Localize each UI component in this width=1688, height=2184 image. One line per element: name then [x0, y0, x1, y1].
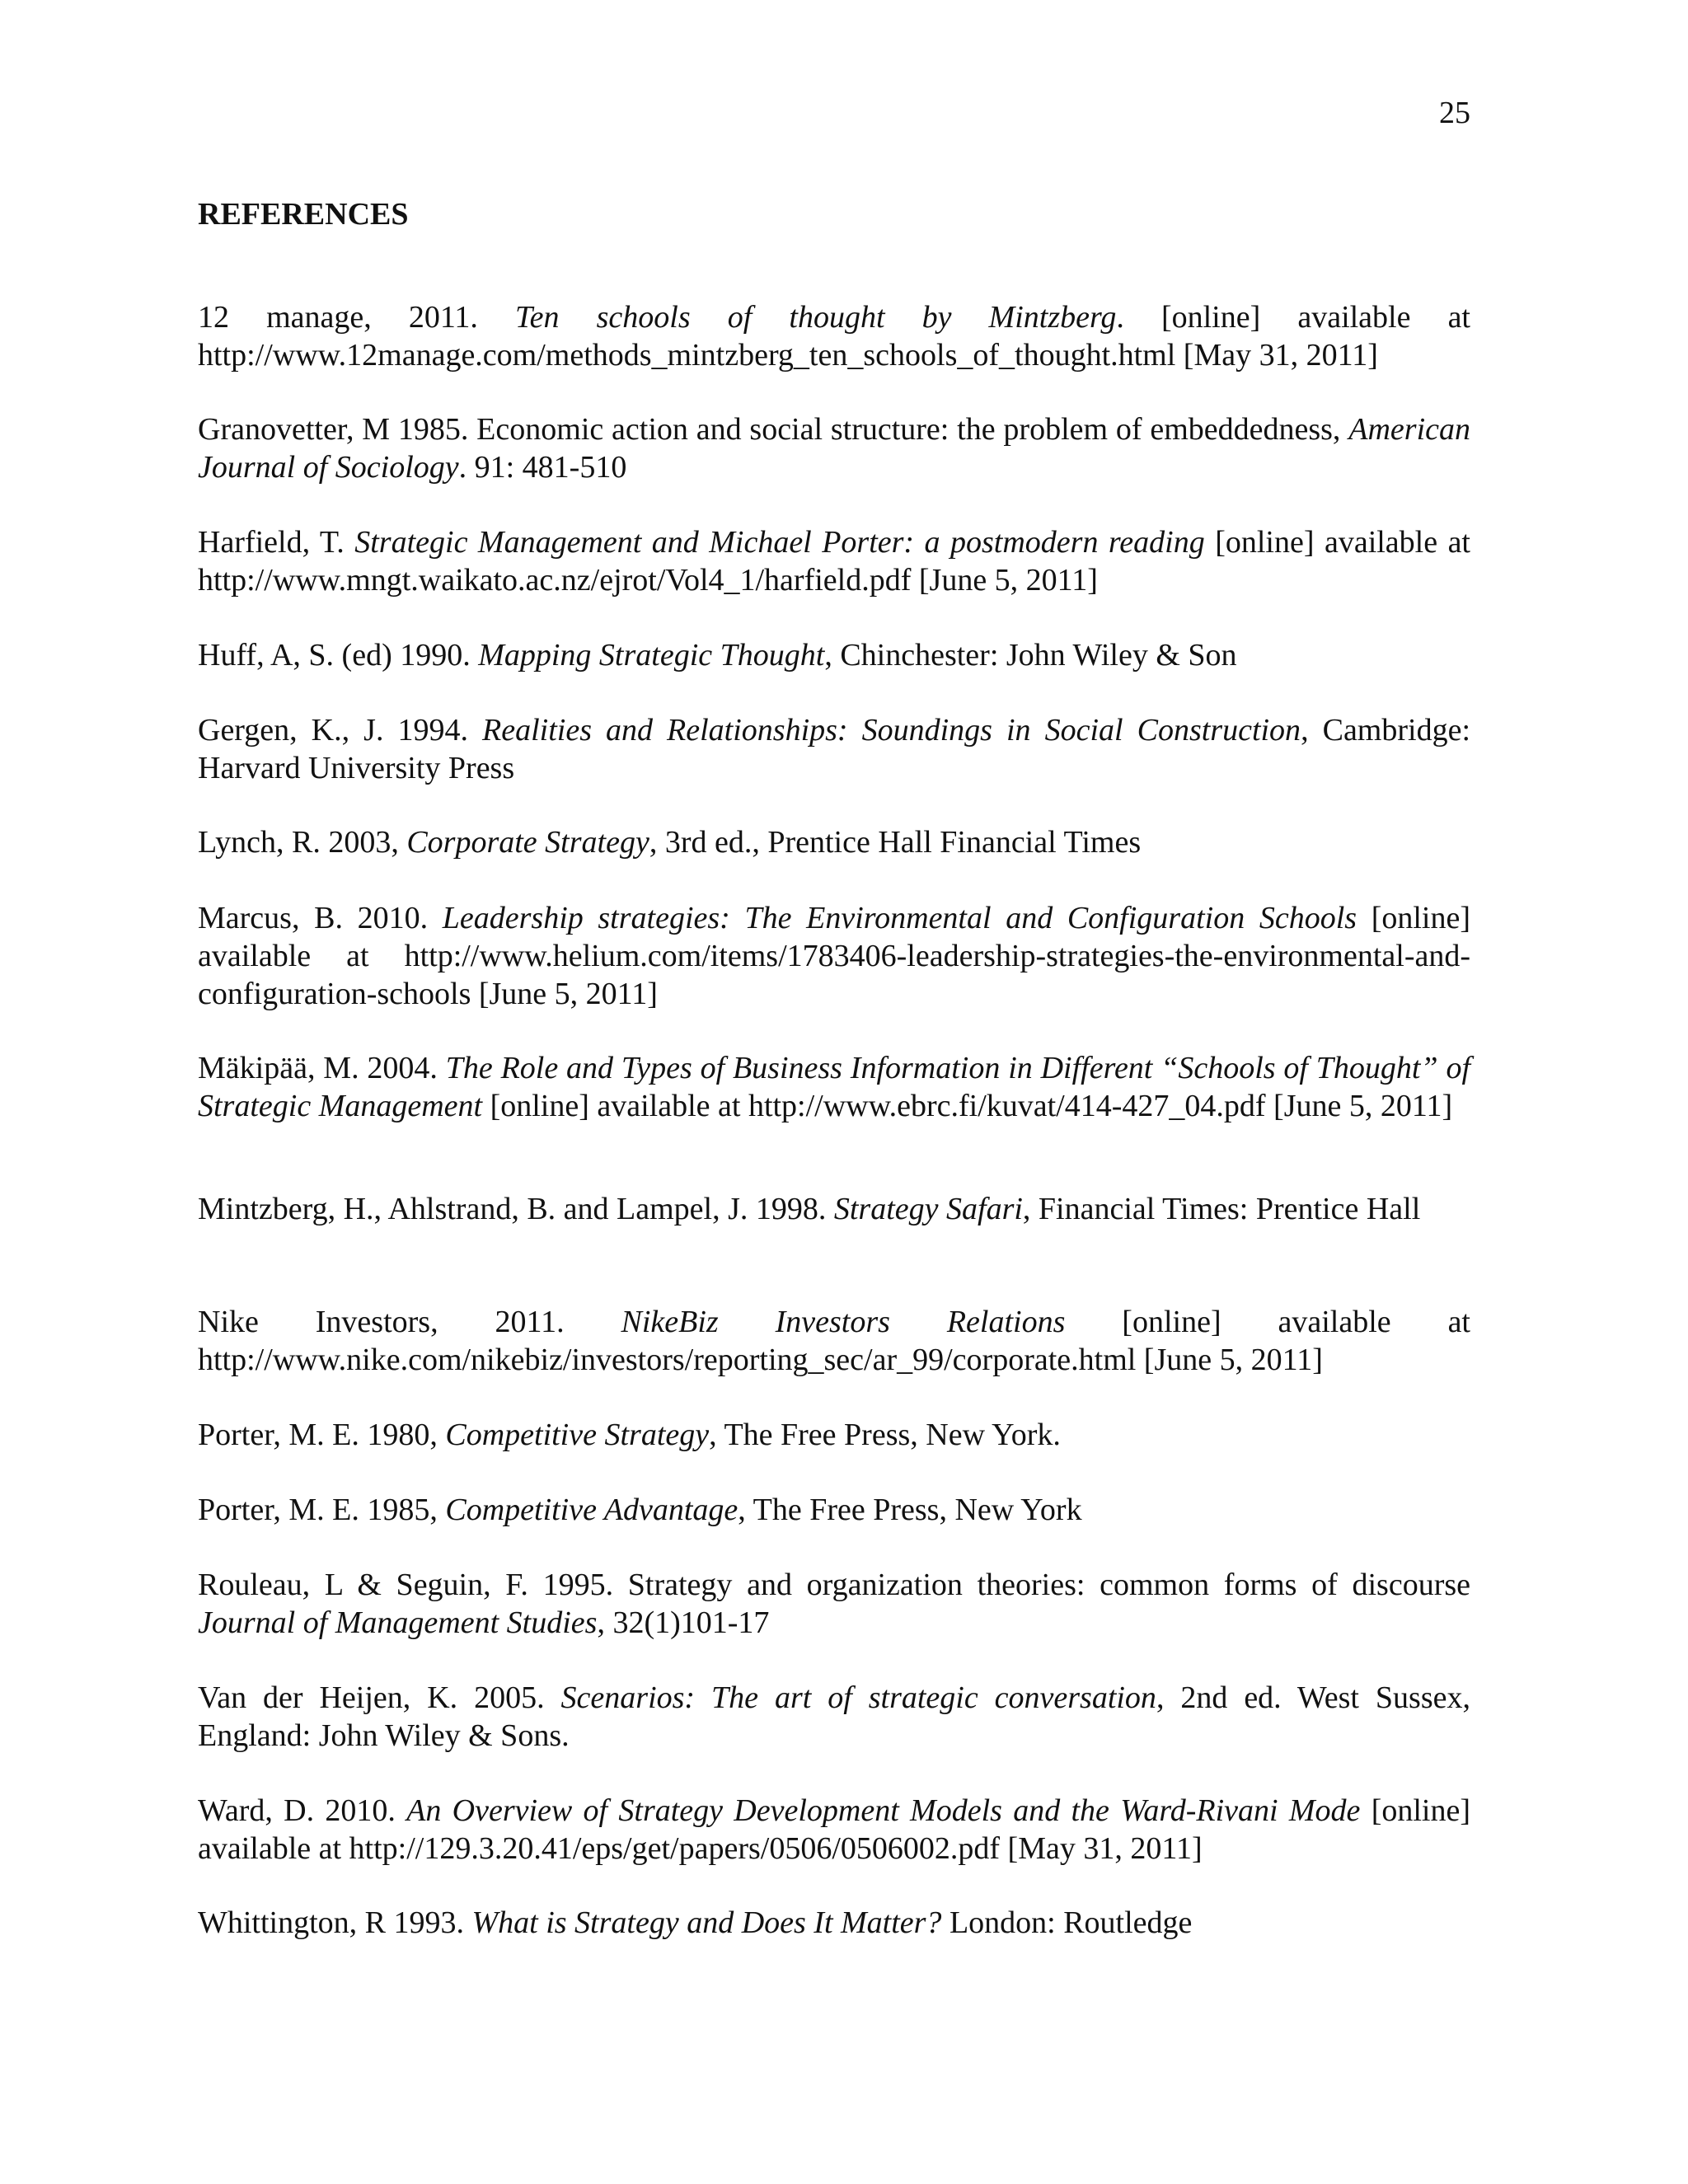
reference-item: Ward, D. 2010. An Overview of Strategy Development Models and the Ward-Rivani Mode [online] available at http://129.3.20.41/eps/get/papers/0506/0506002.pdf [May 31, 2011] — [198, 1793, 1470, 1866]
reference-item: Lynch, R. 2003, Corporate Strategy, 3rd ed., Prentice Hall Financial Times — [198, 825, 1142, 860]
reference-item: Mäkipää, M. 2004. The Role and Types of Business Information in Different “Schools of Thought” of Strategic Management [online] available at http://www.ebrc.fi/kuvat/414-427_04.pdf [June 5, 2011] — [198, 1051, 1470, 1123]
reference-item: Porter, M. E. 1985, Competitive Advantage, The Free Press, New York — [198, 1493, 1082, 1527]
reference-item: Rouleau, L & Seguin, F. 1995. Strategy and organization theories: common forms of discourse Journal of Management Studies, 32(1)101-17 — [198, 1568, 1470, 1640]
reference-item: Van der Heijen, K. 2005. Scenarios: The art of strategic conversation, 2nd ed. West Sussex, England: John Wiley & Sons. — [198, 1680, 1470, 1753]
reference-item: Granovetter, M 1985. Economic action and social structure: the problem of embeddedness, American Journal of Sociology. 91: 481-510 — [198, 412, 1470, 485]
reference-item: Gergen, K., J. 1994. Realities and Relationships: Soundings in Social Construction, Cambridge: Harvard University Press — [198, 713, 1471, 785]
reference-item: Harfield, T. Strategic Management and Michael Porter: a postmodern reading [online] available at http://www.mngt.waikato.ac.nz/ejrot/Vol4_1/harfield.pdf [June 5, 2011] — [198, 525, 1470, 598]
reference-item: 12 manage, 2011. Ten schools of thought by Mintzberg. [online] available at http://www.12manage.com/methods_mintzberg_ten_schools_of_thought.html [May 31, 2011] — [198, 300, 1470, 373]
page-heading: REFERENCES — [198, 197, 409, 232]
page-number: 25 — [1439, 96, 1470, 130]
reference-item: Porter, M. E. 1980, Competitive Strategy, The Free Press, New York. — [198, 1418, 1061, 1452]
reference-item: Huff, A, S. (ed) 1990. Mapping Strategic Thought, Chinchester: John Wiley & Son — [198, 638, 1237, 673]
reference-item: Whittington, R 1993. What is Strategy and Does It Matter? London: Routledge — [198, 1905, 1193, 1940]
reference-item: Mintzberg, H., Ahlstrand, B. and Lampel, J. 1998. Strategy Safari, Financial Times: Prentice Hall — [198, 1192, 1421, 1226]
reference-item: Nike Investors, 2011. NikeBiz Investors Relations [online] available at http://www.nike.com/nikebiz/investors/reporting_sec/ar_99/corporate.html [June 5, 2011] — [198, 1305, 1470, 1377]
reference-item: Marcus, B. 2010. Leadership strategies: The Environmental and Configuration Schools [online] available at http://www.helium.com/items/1783406-leadership-strategies-the-environmental-and-configuration-schools [June 5, 2011] — [198, 901, 1470, 1011]
